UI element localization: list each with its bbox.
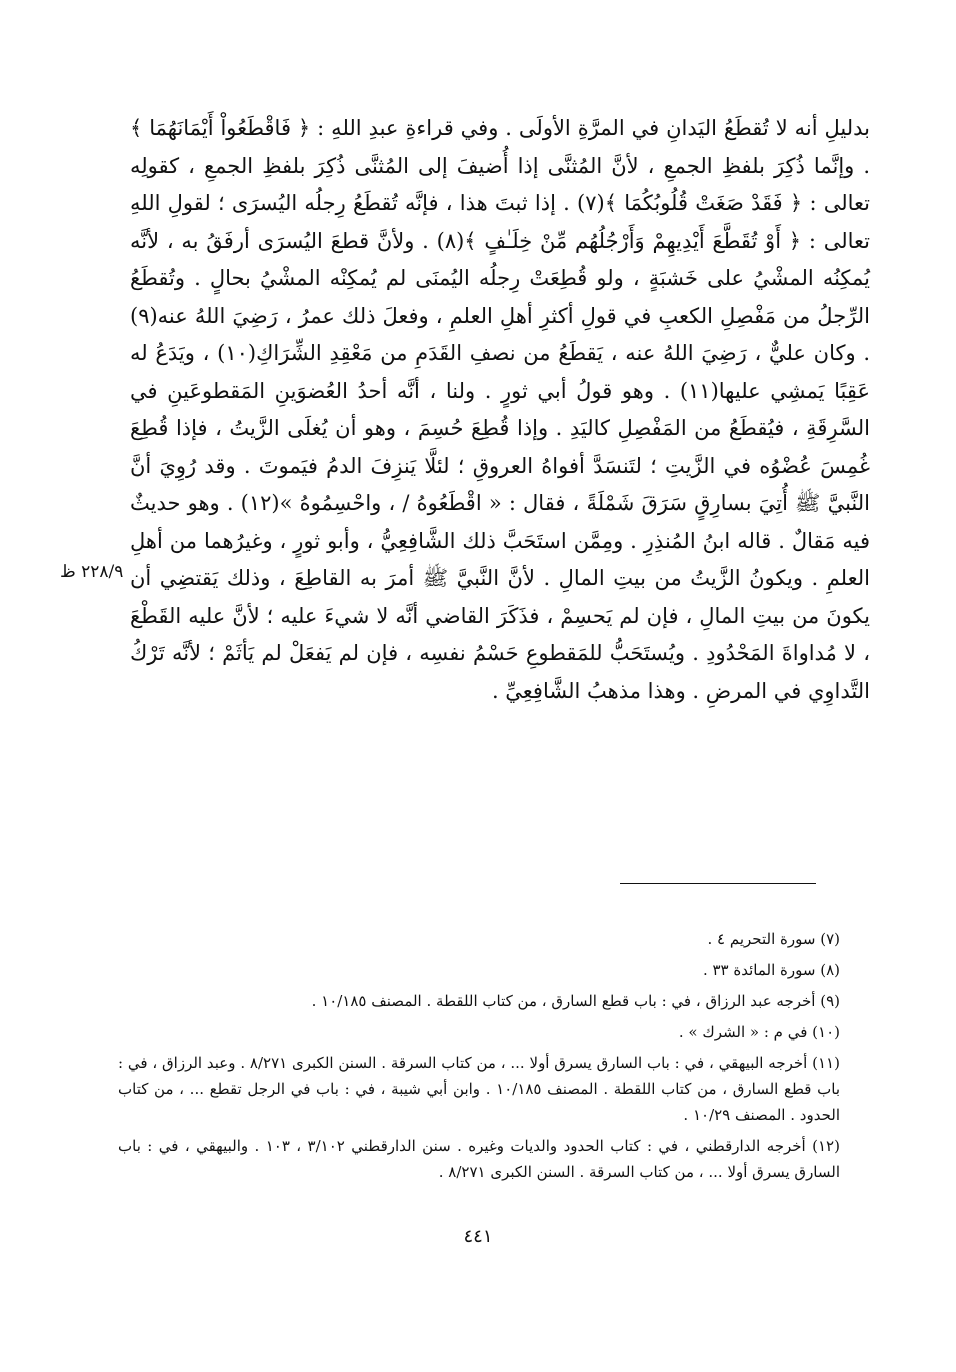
footnote-10: (١٠) في م : « الشرك » . <box>678 1023 840 1041</box>
manuscript-folio-note: ٢٢٨/٩ ظ <box>60 562 124 582</box>
footnote-9: (٩) أخرجه عبد الرزاق ، في : باب قطع السارق ، من كتاب اللقطة . المصنف ١٠/١٨٥ . <box>311 992 840 1010</box>
footnotes-list <box>118 926 840 1190</box>
footnote-7: (٧) سورة التحريم ٤ . <box>707 930 840 948</box>
footnote-12: (١٢) أخرجه الدارقطني ، في : كتاب الحدود والديات وغيره . سنن الدارقطني ٣/١٠٢ ، ١٠٣ . والبيهقي ، في : باب السارق يسرق أولا ... ، من كتاب السرقة . السنن الكبرى ٨/٢٧١ . <box>118 1137 840 1181</box>
footnote-11: (١١) أخرجه البيهقي ، في : باب السارق يسرق أولا ... ، من كتاب السرقة . السنن الكبرى ٨/٢٧١ . وعبد الرزاق ، في : باب قطع السارق ، من كتاب اللقطة . المصنف ١٠/١٨٥ . وابن أبي شيبة ، في : باب في الرجل تقطع ... ، من كتاب الحدود . المصنف ١٠/٢٩ . <box>118 1054 840 1124</box>
main-text-block <box>130 110 870 710</box>
body-paragraph: بدليلِ أنه لا تُقطَعُ اليَدانِ في المرَّةِ الأولَى . وفي قراءةِ عبدِ اللهِ : ﴿ فَاقْطَعُواْ أَيْمَانَهُمَا ﴾ . وإنَّما ذُكِرَ بلفظِ الجمعِ ، لأنَّ المُثنَّى إذا أُضيفَ إلى المُثنَّى ذُكِرَ بلفظِ الجمعِ ، كقولِه تعالى : ﴿ فَقَدْ صَغَتْ قُلُوبُكُمَا ﴾(٧) . إذا ثبتَ هذا ، فإنَّه تُقطَعُ رِجلُه اليُسرَى ؛ لقولِ اللهِ تعالى : ﴿ أَوْ تُقَطَّعَ أَيْدِيهِمْ وَأَرْجُلُهُم مِّنْ خِلَـٰفٍ ﴾(٨) . ولأنَّ قطعَ اليُسرَى أرفَقُ به ، لأنَّه يُمكِنُه المشْيُ على خَشبَةٍ ، ولو قُطِعَتْ رِجلُه اليُمنَى لم يُمكِنْه المشْيُ بحالٍ . وتُقطَعُ الرِّجلُ من مَفْصِلِ الكعبِ في قولِ أكثرِ أهلِ العلمِ ، وفعلَ ذلك عمرُ ، رَضِيَ اللهُ عنه(٩) . وكان عليٌّ ، رَضِيَ اللهُ عنه ، يَقطَعُ من نصفِ القَدَمِ من مَعْقِدِ الشِّرَاكِ(١٠) ، ويَدَعُ له عَقِبًا يَمشِي عليها(١١) . وهو قولُ أبي ثورٍ . ولنا ، أنَّه أحدُ العُضوَينِ المَقطوعَينِ في السَّرِقَةِ ، فيُقطَعُ من المَفْصِلِ كاليَدِ . وإذا قُطِعَ حُسِمَ ، وهو أن يُغلَى الزَّيتُ ، فإذا قُطِعَ غُمِسَ عُضْوُه في الزَّيتِ ؛ لتَنسَدَّ أفواهُ العروقِ ؛ لئلَّا يَنزِفَ الدمُ فيَموتَ . وقد رُوِيَ أنَّ النَّبيَّ ﷺ أُتِيَ بسارِقٍ سَرَقَ شَمْلَةً ، فقال : « اقْطَعُوهُ / ، واحْسِمُوهُ »(١٢) . وهو حديثٌ فيه مَقالٌ . قاله ابنُ المُنذِرِ . ومِمَّن استَحَبَّ ذلك الشَّافِعِيُّ ، وأبو ثورٍ ، وغيرُهما من أهلِ العلمِ . ويكونُ الزَّيتُ من بيتِ المالِ . لأنَّ النَّبيَّ ﷺ أمرَ به القاطِعَ ، وذلك يَقتضِي أن يكونَ من بيتِ المالِ ، فإن لم يَحسِمْ ، فذَكَرَ القاضي أنَّه لا شيءَ عليه ؛ لأنَّ عليه القَطْعَ ، لا مُداواةَ المَحْدُودِ . ويُستَحَبُّ للمَقطوعِ حَسْمُ نفسِه ، فإن لم يَفعَلْ لم يَأثَمْ ؛ لأنَّه تَرْكُ التَّداوِي في المرضِ . وهذا مذهبُ الشَّافِعِيِّ . <box>130 116 871 703</box>
footnote-8: (٨) سورة المائدة ٣٣ . <box>702 961 840 979</box>
footnote-separator <box>620 883 816 884</box>
page-number: ٤٤١ <box>463 1226 493 1247</box>
